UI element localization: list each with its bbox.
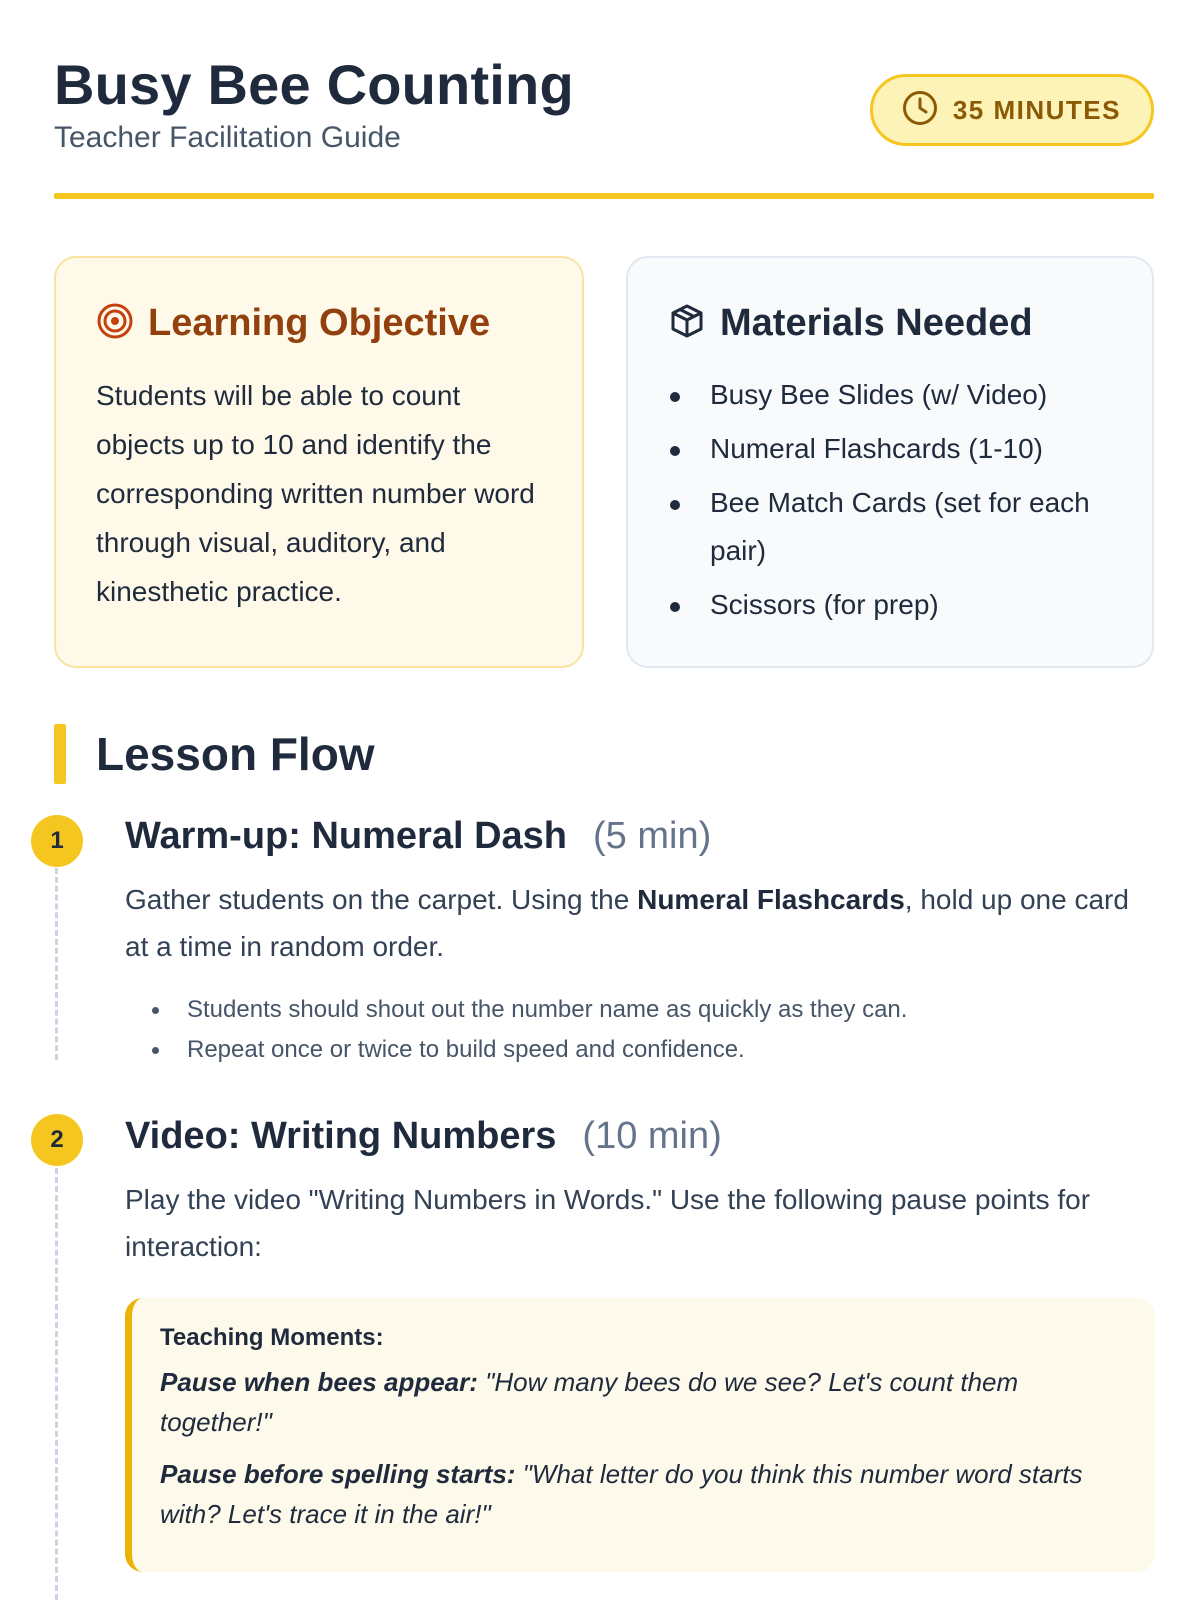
target-icon: [96, 302, 134, 345]
teaching-moment: Pause when bees appear: "How many bees do we see? Let's count them together!": [160, 1367, 1019, 1437]
duration-badge: [870, 74, 1154, 146]
step-description: Play the video "Writing Numbers in Words." Use the following pause points for interaction:: [125, 1184, 1091, 1262]
page-title: Busy Bee Counting: [54, 53, 574, 116]
section-accent-bar: [54, 724, 66, 784]
list-item: Bee Match Cards (set for each pair): [668, 479, 1112, 575]
list-item: Scissors (for prep): [668, 581, 1112, 629]
lesson-step: [125, 815, 1155, 1070]
list-item: Repeat once or twice to build speed and confidence.: [125, 1030, 1155, 1070]
step-number-badge: 2: [31, 1114, 83, 1166]
step-duration: (5 min): [593, 815, 712, 857]
callout-title: Teaching Moments:: [160, 1324, 384, 1351]
lesson-step: [125, 1115, 1155, 1572]
step-description: Gather students on the carpet. Using the Numeral Flashcards, hold up one card at a time in random order.: [125, 884, 1129, 962]
page-subtitle: Teacher Facilitation Guide: [54, 121, 401, 154]
objective-text: Students will be able to count objects up to 10 and identify the corresponding written number word through visual, auditory, and kinesthetic practice.: [96, 380, 535, 607]
list-item: Students should shout out the number name as quickly as they can.: [125, 990, 1155, 1030]
material-reference: Numeral Flashcards: [637, 884, 905, 915]
header-divider: [54, 193, 1154, 199]
materials-list: [668, 371, 1112, 629]
step-number-badge: 1: [31, 815, 83, 867]
teaching-moment: Pause before spelling starts: "What letter do you think this number word starts with? Let's trace it in the air!": [160, 1459, 1083, 1529]
step-title: Video: Writing Numbers: [125, 1115, 557, 1157]
teaching-moments-callout: [125, 1298, 1155, 1572]
timeline-connector: [55, 1168, 58, 1600]
section-title: Lesson Flow: [96, 728, 375, 780]
materials-card: [626, 256, 1154, 668]
objective-title: Learning Objective: [148, 302, 491, 344]
timeline-connector: [55, 868, 58, 1060]
box-icon: [668, 302, 706, 345]
list-item: Numeral Flashcards (1-10): [668, 425, 1112, 473]
learning-objective-card: [54, 256, 584, 668]
materials-title: Materials Needed: [720, 302, 1033, 344]
clock-icon: [901, 89, 939, 132]
duration-label: 35 MINUTES: [952, 94, 1121, 125]
step-duration: (10 min): [582, 1115, 722, 1157]
list-item: Busy Bee Slides (w/ Video): [668, 371, 1112, 419]
page-header: [54, 52, 1154, 202]
step-title: Warm-up: Numeral Dash: [125, 815, 567, 857]
step-bullet-list: [125, 990, 1155, 1070]
lesson-flow-header: [54, 724, 375, 784]
